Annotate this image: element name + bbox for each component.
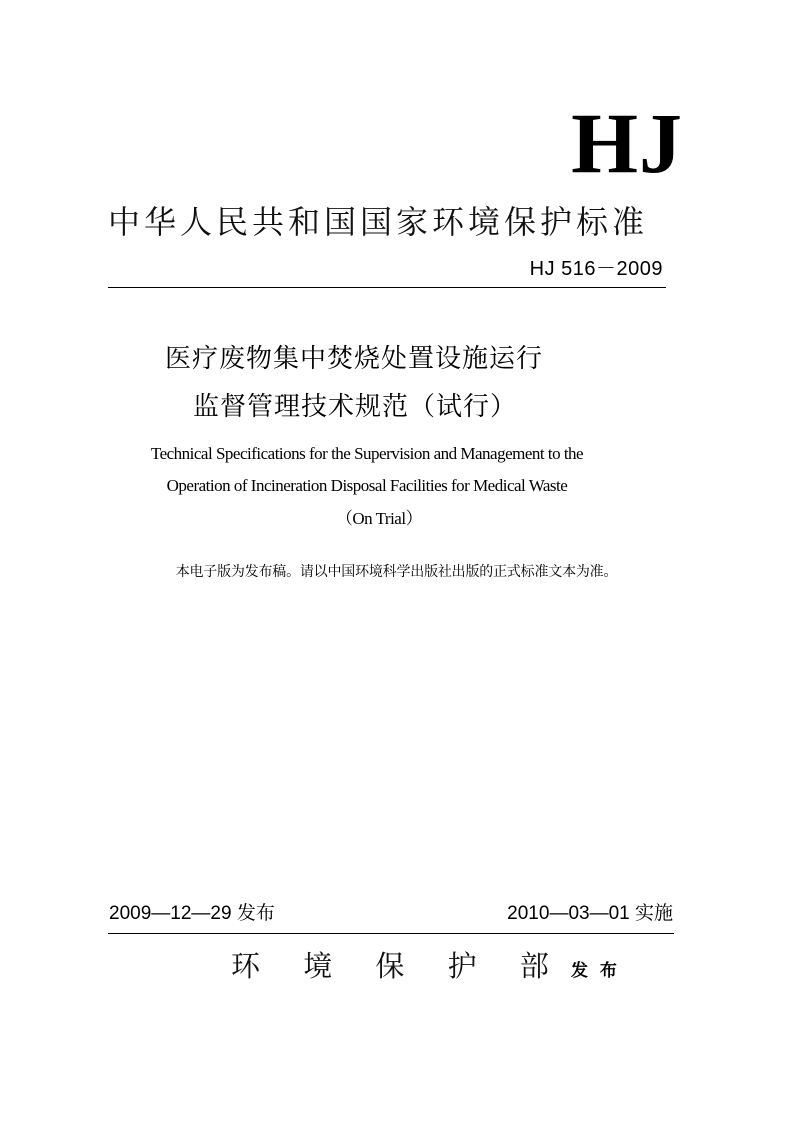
issuer-name: 环 境 保 护 部 xyxy=(231,949,566,983)
publish-date: 2009—12—29 发布 xyxy=(109,903,275,924)
title-en-line1: Technical Specifications for the Supervision and Management to the xyxy=(150,444,584,463)
issuer-suffix: 发 布 xyxy=(570,961,620,981)
title-zh-line2: 监督管理技术规范（试行） xyxy=(193,392,518,422)
organization-name: 中华人民共和国国家环境保护标准 xyxy=(108,203,649,241)
implement-date: 2010—03—01 实施 xyxy=(507,903,673,924)
title-zh-line1: 医疗废物集中焚烧处置设施运行 xyxy=(165,344,544,374)
electronic-version-notice: 本电子版为发布稿。请以中国环境科学出版社出版的正式标准文本为准。 xyxy=(175,564,618,580)
standard-number: HJ 516－2009 xyxy=(529,258,663,280)
header-divider xyxy=(108,287,666,288)
title-en-line2: Operation of Incineration Disposal Facilities for Medical Waste xyxy=(166,476,568,495)
issuer-line xyxy=(231,948,620,989)
hj-logo: HJ xyxy=(571,95,683,191)
footer-divider xyxy=(108,933,674,934)
title-en-line3: （On Trial） xyxy=(335,509,423,528)
